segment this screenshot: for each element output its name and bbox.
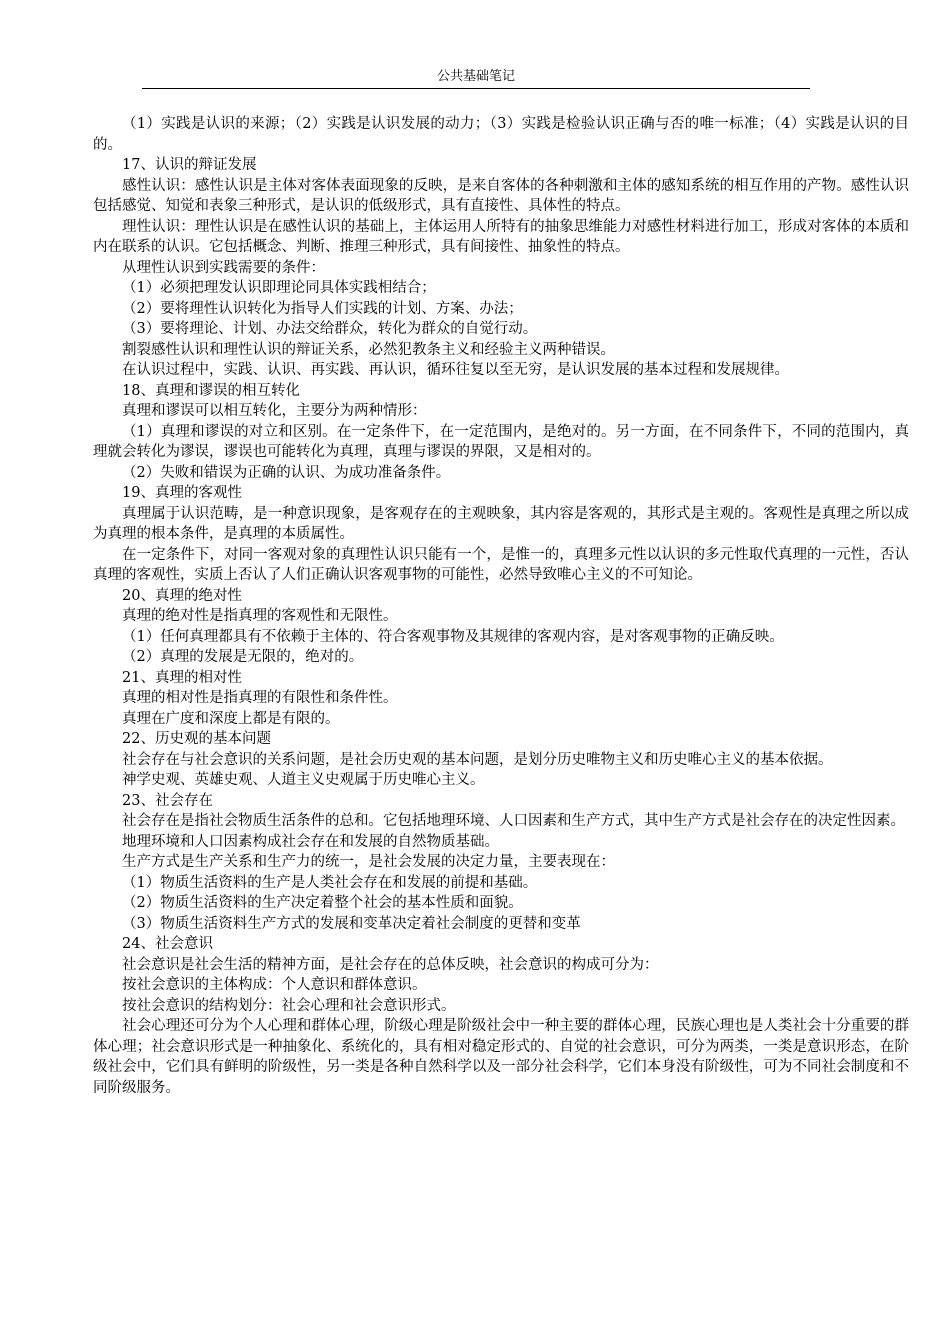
list-item: （1）必须把理发认识即理论同具体实践相结合； (122, 280, 436, 296)
paragraph: 割裂感性认识和理性认识的辩证关系，必然犯教条主义和经验主义两种错误。 (122, 341, 615, 358)
paragraph: 社会存在是指社会物质生活条件的总和。它包括地理环境、人口因素和生产方式，其中生产方式是社会存在的决定性因素。 (122, 813, 905, 829)
section-heading: 20、真理的绝对性 (122, 587, 242, 604)
paragraph: 神学史观、英雄史观、人道主义史观属于历史唯心主义。 (122, 772, 485, 788)
page-header-title: 公共基础笔记 (436, 69, 515, 84)
list-item: （2）物质生活资料的生产决定着整个社会的基本性质和面貌。 (122, 895, 523, 911)
section-heading: 17、认识的辩证发展 (122, 157, 257, 173)
list-item: （3）要将理论、计划、办法交给群众，转化为群众的自觉行动。 (122, 321, 538, 337)
document-body (93, 114, 909, 1098)
section-heading: 22、历史观的基本问题 (122, 731, 271, 747)
paragraph: 按社会意识的结构划分：社会心理和社会意识形式。 (122, 997, 456, 1014)
section-heading: 18、真理和谬误的相互转化 (122, 382, 300, 399)
paragraph: 生产方式是生产关系和生产力的统一，是社会发展的决定力量，主要表现在： (122, 854, 615, 870)
list-item: （1）真理和谬误的对立和区别。在一定条件下，在一定范围内，是绝对的。另一方面，在不同条件下，不同的范围内，真理就会转化为谬误，谬误也可能转化为真理，真理与谬误的界限，又是相对的。 (93, 423, 909, 460)
list-item: （2）真理的发展是无限的，绝对的。 (122, 649, 364, 665)
paragraph: 社会存在与社会意识的关系问题，是社会历史观的基本问题，是划分历史唯物主义和历史唯心主义的基本依据。 (122, 751, 833, 768)
paragraph: 从理性认识到实践需要的条件： (122, 259, 325, 276)
paragraph: 真理和谬误可以相互转化，主要分为两种情形： (122, 403, 427, 419)
paragraph: 真理属于认识范畴，是一种意识现象，是客观存在的主观映象，其内容是客观的，其形式是主观的。客观性是真理之所以成为真理的根本条件，是真理的本质属性。 (93, 505, 909, 542)
list-item: （2）失败和错误为正确的认识、为成功准备条件。 (122, 464, 451, 481)
paragraph: 地理环境和人口因素构成社会存在和发展的自然物质基础。 (122, 833, 499, 850)
paragraph: 在一定条件下，对同一客观对象的真理性认识只能有一个，是惟一的，真理多元性以认识的多元性取代真理的一元性，否认真理的客观性，实质上否认了人们正确认识客观事物的可能性，必然导致唯心主义的不可知论。 (93, 546, 909, 583)
paragraph: 真理在广度和深度上都是有限的。 (122, 710, 340, 727)
paragraph: 社会意识是社会生活的精神方面，是社会存在的总体反映，社会意识的构成可分为： (122, 956, 659, 973)
section-heading: 21、真理的相对性 (122, 669, 242, 686)
section-heading: 23、社会存在 (122, 792, 213, 809)
list-item: （1）任何真理都具有不依赖于主体的、符合客观事物及其规律的客观内容，是对客观事物的正确反映。 (122, 628, 784, 645)
paragraph: 在认识过程中，实践、认识、再实践、再认识，循环往复以至无穷，是认识发展的基本过程和发展规律。 (122, 362, 789, 378)
paragraph: 感性认识：感性认识是主体对客体表面现象的反映，是来自客体的各种刺激和主体的感知系统的相互作用的产物。感性认识包括感觉、知觉和表象三种形式，是认识的低级形式，具有直接性、具体性的特点。 (93, 177, 909, 214)
header-rule (142, 88, 810, 89)
section-heading: 24、社会意识 (122, 936, 213, 952)
list-item: （3）物质生活资料生产方式的发展和变革决定着社会制度的更替和变革 (122, 915, 581, 932)
paragraph: 按社会意识的主体构成：个人意识和群体意识。 (122, 977, 427, 993)
section-heading: 19、真理的客观性 (122, 485, 242, 501)
list-item: （2）要将理性认识转化为指导人们实践的计划、方案、办法； (122, 300, 523, 317)
paragraph: 理性认识：理性认识是在感性认识的基础上，主体运用人所特有的抽象思维能力对感性材料进行加工，形成对客体的本质和内在联系的认识。它包括概念、判断、推理三种形式，具有间接性、抽象性的特点。 (93, 218, 909, 255)
paragraph: 社会心理还可分为个人心理和群体心理，阶级心理是阶级社会中一种主要的群体心理，民族心理也是人类社会十分重要的群体心理；社会意识形式是一种抽象化、系统化的，具有相对稳定形式的、自觉的社会意识，可分为两类，一类是意识形态，在阶级社会中，它们具有鲜明的阶级性，另一类是各种自然科学以及一部分社会科学，它们本身没有阶级性，可为不同社会制度和不同阶级服务。 (93, 1018, 909, 1096)
list-item: （1）物质生活资料的生产是人类社会存在和发展的前提和基础。 (122, 874, 538, 891)
paragraph: 真理的绝对性是指真理的客观性和无限性。 (122, 608, 398, 624)
paragraph: 真理的相对性是指真理的有限性和条件性。 (122, 690, 398, 706)
paragraph: （1）实践是认识的来源；（2）实践是认识发展的动力；（3）实践是检验认识正确与否的唯一标准；（4）实践是认识的目的。 (93, 116, 909, 153)
